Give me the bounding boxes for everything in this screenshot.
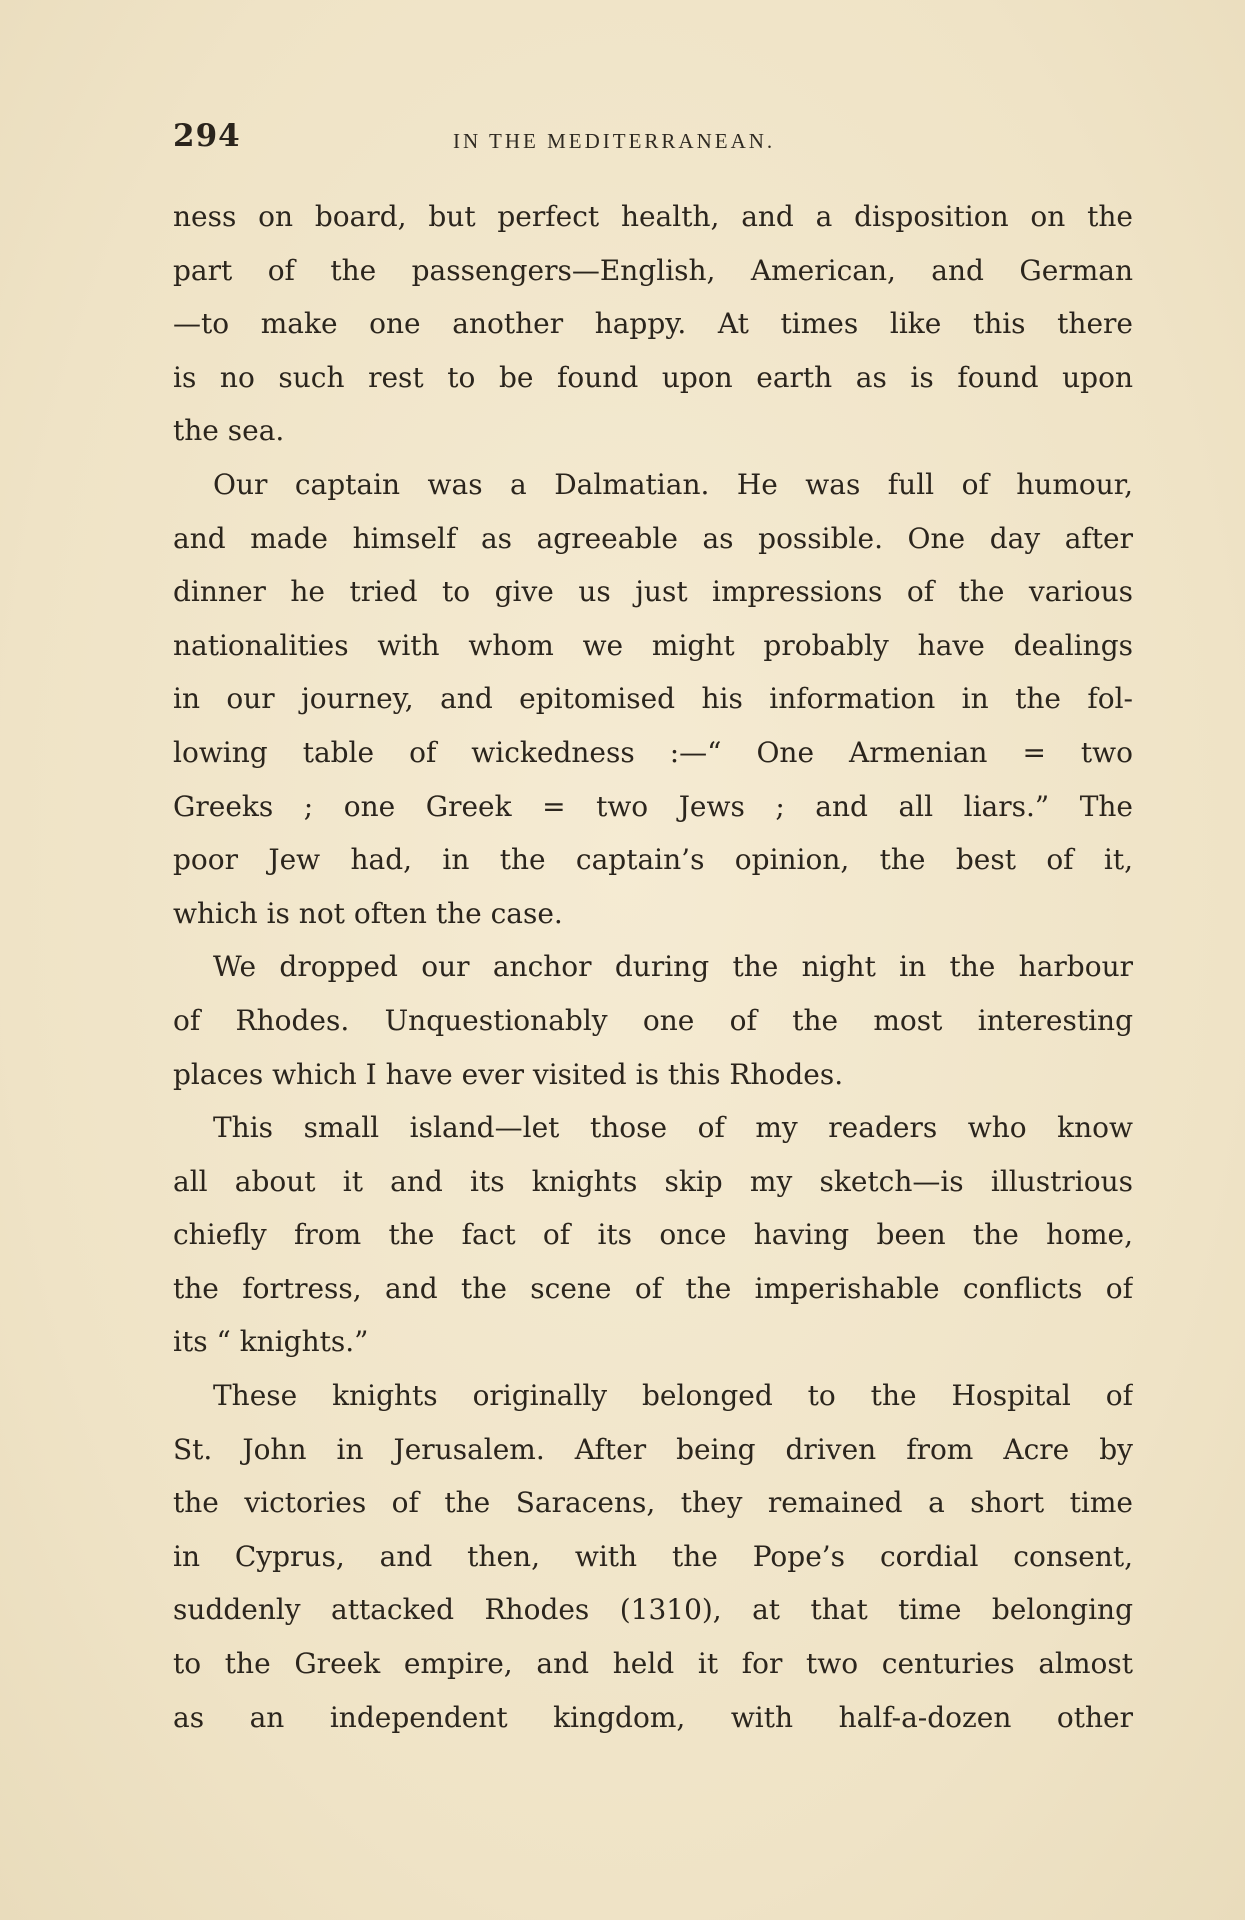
- text-line: ness on board, but perfect health, and a disposition on the: [173, 200, 1133, 233]
- text-line: all about it and its knights skip my sketch—is illustrious: [173, 1164, 1133, 1198]
- text-line: These knights originally belonged to the Hospital of: [213, 1379, 1133, 1413]
- text-line: suddenly attacked Rhodes (1310), at that time belonging: [173, 1593, 1133, 1627]
- text-line: as an independent kingdom, with half-a-dozen other: [173, 1700, 1133, 1734]
- text-line: This small island—let those of my readers who know: [213, 1111, 1133, 1145]
- text-line: —to make one another happy. At times like this there: [173, 307, 1133, 341]
- page-header: [173, 118, 1133, 168]
- text-line: the fortress, and the scene of the imperishable conflicts of: [173, 1271, 1133, 1305]
- text-line: the sea.: [173, 414, 285, 448]
- text-line: and made himself as agreeable as possible. One day after: [173, 521, 1133, 555]
- running-title: IN THE MEDITERRANEAN.: [453, 129, 776, 153]
- text-line: of Rhodes. Unquestionably one of the most interesting: [173, 1003, 1133, 1037]
- text-line: places which I have ever visited is this Rhodes.: [173, 1057, 844, 1091]
- page-number: 294: [173, 118, 241, 154]
- text-line: Greeks ; one Greek = two Jews ; and all liars.” The: [173, 789, 1133, 823]
- text-line: Our captain was a Dalmatian. He was full of humour,: [213, 467, 1133, 501]
- text-line: to the Greek empire, and held it for two centuries almost: [173, 1647, 1133, 1681]
- text-line: dinner he tried to give us just impressions of the various: [173, 575, 1133, 609]
- body-text: [173, 190, 1133, 1744]
- text-line: in our journey, and epitomised his information in the fol-: [173, 682, 1133, 716]
- text-line: nationalities with whom we might probably have dealings: [173, 628, 1133, 662]
- text-line: chiefly from the fact of its once having been the home,: [173, 1218, 1133, 1252]
- text-line: which is not often the case.: [173, 896, 563, 930]
- text-line: the victories of the Saracens, they remained a short time: [173, 1486, 1133, 1520]
- text-line: poor Jew had, in the captain’s opinion, the best of it,: [173, 843, 1133, 877]
- text-line: part of the passengers—English, American, and German: [173, 253, 1133, 287]
- text-line: its “ knights.”: [173, 1325, 369, 1359]
- text-line: St. John in Jerusalem. After being driven from Acre by: [173, 1432, 1133, 1466]
- text-line: in Cyprus, and then, with the Pope’s cordial consent,: [173, 1539, 1133, 1573]
- text-line: lowing table of wickedness :—“ One Armenian = two: [173, 735, 1133, 769]
- text-line: is no such rest to be found upon earth as is found upon: [173, 360, 1133, 394]
- text-line: We dropped our anchor during the night in the harbour: [213, 950, 1133, 984]
